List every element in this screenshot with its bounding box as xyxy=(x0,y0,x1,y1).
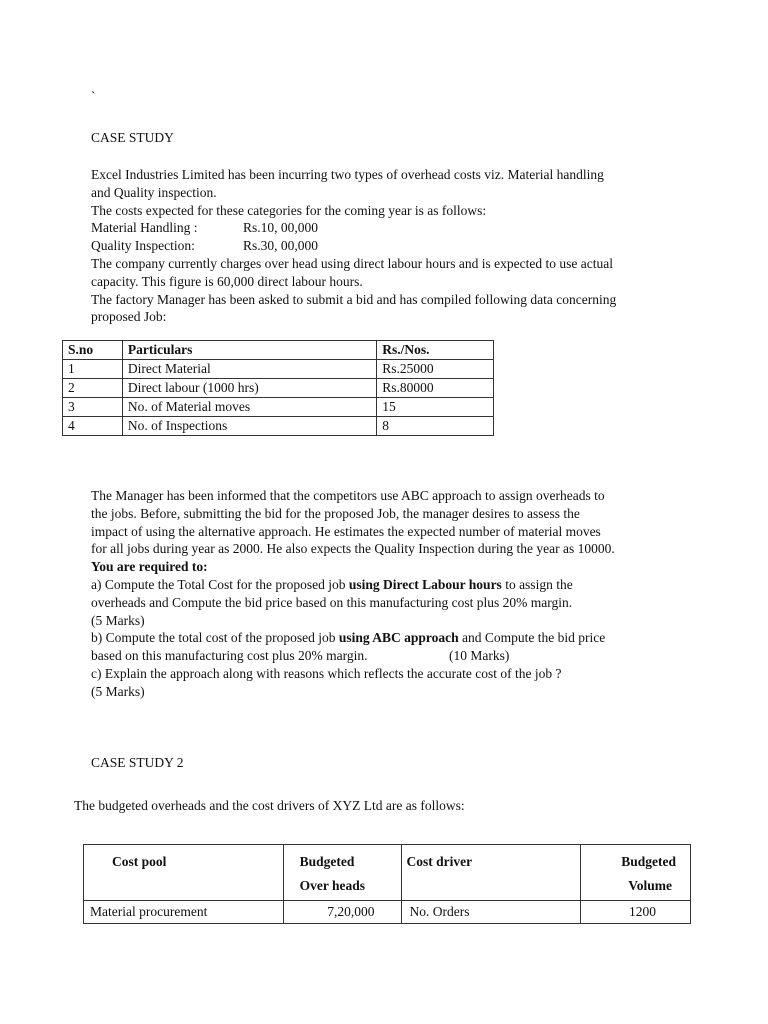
question-a-marks: (5 Marks) xyxy=(91,612,145,628)
question-b-line2: based on this manufacturing cost plus 20% margin. (10 Marks) xyxy=(91,648,510,664)
case-study-2-intro: The budgeted overheads and the cost drivers of XYZ Ltd are as follows: xyxy=(74,798,465,813)
table-cell: Rs.25000 xyxy=(377,360,494,379)
question-c: c) Explain the approach along with reasons which reflects the accurate cost of the job ? xyxy=(91,665,562,681)
manager-paragraph xyxy=(91,487,615,701)
required-heading: You are required to: xyxy=(91,559,208,575)
table-row xyxy=(63,379,494,398)
header-amount: Rs./Nos. xyxy=(377,341,494,360)
table-header-row xyxy=(63,341,494,360)
header-budgeted-volume: Budgeted Volume xyxy=(581,845,691,901)
question-b-marks: (10 Marks) xyxy=(449,648,510,664)
job-data-table xyxy=(62,340,494,436)
para-line: The Manager has been informed that the competitors use ABC approach to assign overheads to xyxy=(91,488,605,503)
table-cell: Direct labour (1000 hrs) xyxy=(122,379,376,398)
table-cell: 4 xyxy=(63,417,123,436)
para-line: for all jobs during year as 2000. He also expects the Quality Inspection during the year as 10000. xyxy=(91,541,615,557)
body-line: The factory Manager has been asked to submit a bid and has compiled following data concerning xyxy=(91,291,617,307)
table-cell: Rs.80000 xyxy=(377,379,494,398)
header-cost-pool: Cost pool xyxy=(84,845,284,901)
table-cell: Material procurement xyxy=(84,901,284,924)
table-cell: No. of Material moves xyxy=(122,398,376,417)
table-cell: No. Orders xyxy=(401,901,581,924)
table-cell: No. of Inspections xyxy=(122,417,376,436)
para-line: the jobs. Before, submitting the bid for the proposed Job, the manager desires to assess the xyxy=(91,505,580,521)
header-sno: S.no xyxy=(63,341,123,360)
table-cell: 3 xyxy=(63,398,123,417)
table-row xyxy=(63,417,494,436)
header-budgeted-overheads: Budgeted Over heads xyxy=(283,845,401,901)
table-cell: 8 xyxy=(377,417,494,436)
table-cell: 1 xyxy=(63,360,123,379)
cost-line-material-handling xyxy=(91,219,616,237)
cost-label: Quality Inspection: xyxy=(91,238,195,254)
table-header-row xyxy=(84,845,691,901)
cost-line-quality-inspection xyxy=(91,237,616,255)
intro-line: and Quality inspection. xyxy=(91,184,217,200)
question-c-marks: (5 Marks) xyxy=(91,683,145,699)
question-a-line2: overheads and Compute the bid price based on this manufacturing cost plus 20% margin. xyxy=(91,594,573,610)
case-study-2-heading: CASE STUDY 2 xyxy=(91,755,184,770)
table-row xyxy=(63,398,494,417)
question-a: a) Compute the Total Cost for the proposed job using Direct Labour hours to assign the xyxy=(91,576,573,592)
header-cost-driver: Cost driver xyxy=(401,845,581,901)
intro-line: Excel Industries Limited has been incurring two types of overhead costs viz. Material handling xyxy=(91,167,604,182)
header-particulars: Particulars xyxy=(122,341,376,360)
question-b: b) Compute the total cost of the proposed job using ABC approach and Compute the bid price xyxy=(91,630,606,646)
body-line: The company currently charges over head using direct labour hours and is expected to use actual xyxy=(91,255,613,271)
table-row xyxy=(63,360,494,379)
body-line: proposed Job: xyxy=(91,309,167,325)
table-cell: 15 xyxy=(377,398,494,417)
cost-label: Material Handling : xyxy=(91,220,198,236)
cost-value: Rs.30, 00,000 xyxy=(243,238,319,254)
table-cell: 2 xyxy=(63,379,123,398)
cost-pool-table xyxy=(83,844,691,924)
body-line: capacity. This figure is 60,000 direct labour hours. xyxy=(91,273,363,289)
table-cell: Direct Material xyxy=(122,360,376,379)
cost-value: Rs.10, 00,000 xyxy=(243,220,319,236)
intro-line: The costs expected for these categories for the coming year is as follows: xyxy=(91,202,487,218)
table-cell: 1200 xyxy=(581,901,691,924)
table-row xyxy=(84,901,691,924)
para-line: impact of using the alternative approach. He estimates the expected number of material moves xyxy=(91,523,601,539)
intro-paragraph xyxy=(91,166,616,326)
table-cell: 7,20,000 xyxy=(283,901,401,924)
case-study-heading: CASE STUDY xyxy=(91,130,174,145)
tick-mark: ` xyxy=(91,89,96,104)
